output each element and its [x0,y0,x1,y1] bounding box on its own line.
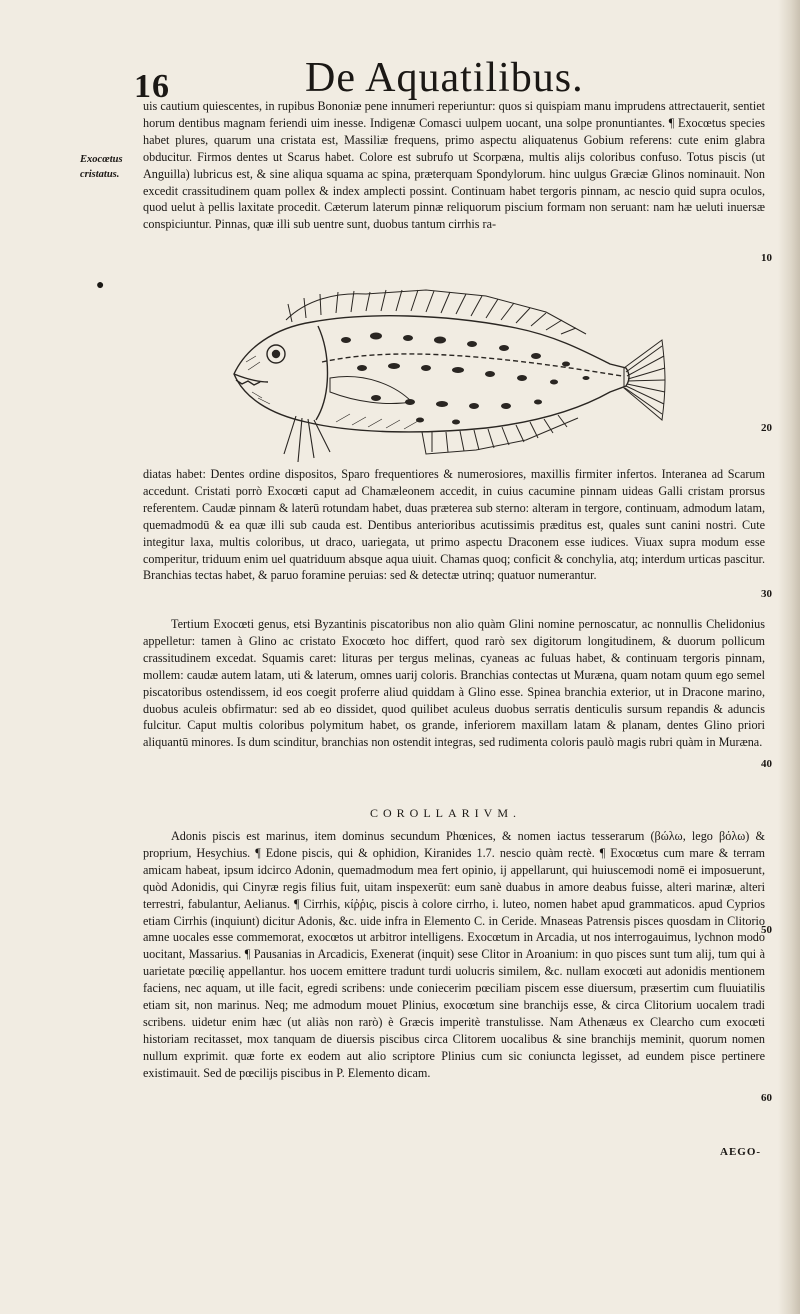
paragraph-2-text: diatas habet: Dentes ordine dispositos, Sparo frequentiores & numerosiores, maxillis firmiter infertos. Interanea ad Scarum accedunt. Cristati porrò Exocœti caput ad Chamæleonem accedit, in cuius cacumine pinnam uideas Galli cristam prorsus referentem. Caudæ pinnam & laterū rotundam habet, duas præterea sub sterno: alteram in tergore, continuam, admodum latam, quemadmodū & ea quæ illi sub cauda est. Dentibus anterioribus acutissimis præditus est, quales sunt canini nostri. Cute integitur laxa, multis coloribus, ut draco, uariegata, ut primo aspectu Draconem esse iudices. Viuax supra modum esse comperitur, triduum enim uel quatriduum absque aqua uiuit. Chamas quoq; conficit & conchylia, atq; interdum urticas pascitur. Branchias tectas habet, & paruo foramine peruias: sed & detectæ utrinq; quatuor numerantur. [143,467,765,583]
paragraph-tertium-genus [143,616,765,751]
dorsal-fin [286,290,586,334]
gill-line [316,326,328,420]
fish-illustration [226,282,670,468]
margin-bullet: ● [96,278,105,293]
body-spots [341,333,590,425]
corollary-heading: COROLLARIVM. [370,806,522,820]
anal-fin [422,415,578,454]
paragraph-cristatus-description [143,466,765,584]
paragraph-3-text: Tertium Exocœti genus, etsi Byzantinis piscatoribus non alio quàm Glini nomine pernoscatur, ac nonnullis Chelidonius appelletur: tamen à Glino ac cristato Exocœto hoc differt, quod rarò sex digitorum longitudinem, & duorum pollicum crassitudinem excedat. Squamis caret: lituras per tergus melinas, cyaneas ac fuluas habet, & continuam tergoris pinnam, mollem: caudæ autem latam, uti & laterum, omnes uarij coloris. Branchias contectas ut Muræna, quam notam quum ego semel piscatoribus ostendissem, id eos coegit proferre aliud quiddam à Glino esse. Spinea branchia exterior, ut in Dracone marino, duobus aculeis obfirmatur: sed ab eo dissidet, quod quilibet aculeus duobus serratis denticulis sursum repandis & aduncis fulcitur. Caput multis coloribus polymitum habet, os grande, inferiorem maxillam latam & planam, dentes Glino priori aliquantū minores. Is dum scinditur, branchias non ostendit integras, sed rudimenta coloris paulò magis rubri quàm in Muræna. [143,617,765,750]
paragraph-1-text: uis cautium quiescentes, in rupibus Bononiæ pene innumeri reperiuntur: quos si quispiam manu imprudens attrectauerit, sentiet horum dentibus magnam feriendi uim inesse. Indigenæ Comasci uulpem uocant, una solpe pronuntiantes. ¶ Exocœtus species habet plures, quarum una cristata est, Massiliæ frequens, primo aspectu aliquatenus Gobium referens: cute enim glabra obducitur. Firmos dentes ut Scarus habet. Colore est subrufo ut Scorpæna, multis alijs coloribus confuso. Totus piscis (ut Anguilla) lubricus est, & sine aliqua squama ac spina, præterquam Spondylorum. hinc uulgus Græciæ Glinos nominauit. Non excedit crassitudinem quam pollex & index amplecti possint. Continuam habet tergoris pinnam, ac nescio quid supra oculos, quod uelut à pellis laxitate procedit. Cæterum laterum pinnæ reliquorum piscium formam non seruant: nam hæ ueluti inuersæ conspiciuntur. Pinnas, quæ illi sub uentre sunt, duobus tantum cirrhis ra- [143,99,765,232]
pectoral-fin [330,377,412,404]
line-number-60: 60 [761,1092,772,1104]
page-edge-shadow [778,0,800,1314]
fish-body-outline [234,316,629,432]
margin-note: Exocœtus cristatus. [80,154,123,180]
running-title: De Aquatilibus. [305,55,584,101]
paragraph-exocoetus-species [143,98,765,233]
page-number: 16 [134,68,170,105]
line-number-20: 20 [761,422,772,434]
tail-fin [624,340,665,420]
line-number-30: 30 [761,588,772,600]
catchword: AEGO- [720,1146,762,1158]
line-number-40: 40 [761,758,772,770]
line-number-50: 50 [761,924,772,936]
line-number-10: 10 [761,252,772,264]
paragraph-corollarium [143,828,765,1082]
paragraph-4-text: Adonis piscis est marinus, item dominus secundum Phœnices, & nomen iactus tesserarum (βώλω, lego βόλω) & proprium, Hesychius. ¶ Edone piscis, qui & ophidion, Kiranides 1.7. nescio quàm rectè. ¶ Exocœtus cum mare & terram amicam habeat, ipsum idcirco Adonin, quemadmodum mea fert opinio, ij appellarunt, qui huiuscemodi nomē ei imposuerunt, quòd Adonidis, qui Cinyræ regis filius fuit, uitam inspexerūt: eum sanè duabus in amore deabus fuisse, alteri marinæ, alteri terrestri, fabulantur, Aelianus. ¶ Cirrhis, κίῤῥις, piscis à colore cirrho, i. luteo, nomen habet apud grammaticos. apud Cyprios etiam Cirrhis (inquiunt) dicitur Adonis, &c. uide infra in Elemento C. in Ceride. Mnaseas Patrensis pisces quosdam in Clitorio amne uocales esse commemorat, exocœtos ut arbitror intelligens. Exocœtum in Arcadia, ut nos interrogauimus, lychnon modo uocitant, Massarius. ¶ Pausanias in Arcadicis, Exenerat (inquit) sese Clitor in Aroanium: in quo pisces sunt tum alij, tum qui à uarietate pœcilię appellantur. hos uocem emittere tradunt turdi uolucris similem, &c. nullam exocœti aut adonidis mentionem faciens, nec aquam, ut ille facit, egredi scribens: unde coniecerim pœciliam piscem esse diuersum, præsertim cum fluuiatilis etiam sit, non marinus. Neq; me admodum mouet Plinius, exocœtum sine branchijs esse, & circa Clitorium uocalem tradi scribens. uidetur enim hæc (ut aliàs non rarò) è Græcis imperitè transtulisse. Nam Athenæus ex Clearcho cum exocœti historiam recitasset, mox tanquam de diuersis piscibus circa Clitorem uocalibus & sine branchijs meminit, quorum nomen nullum exprimit. quæ forte ex eodem aut alio scriptore Plinius cum sic coniuncta legisset, ad eundem pisce pertinere existimauit. Sed de pœcilijs piscibus in P. Elemento dicam. [143,829,765,1080]
lateral-line [322,354,622,376]
